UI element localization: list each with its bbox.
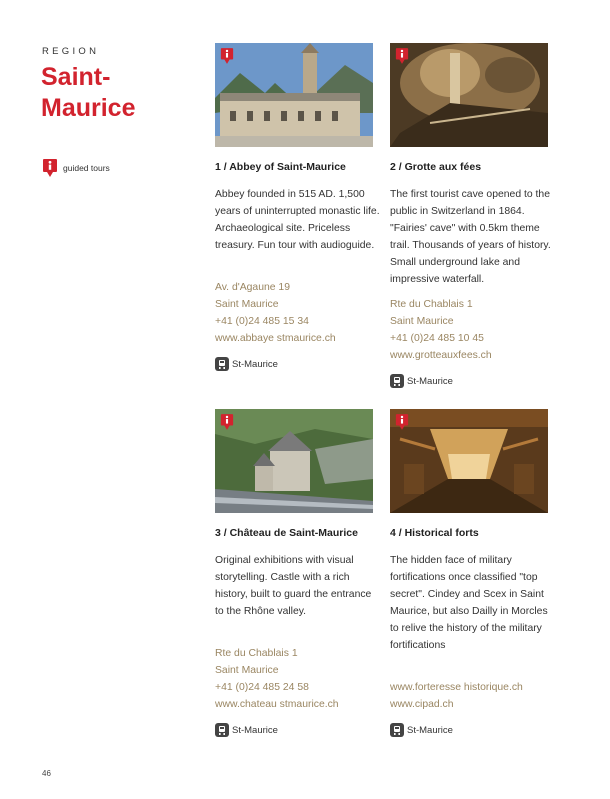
website-link[interactable]: www.grotteauxfees.ch xyxy=(390,350,492,361)
legend-label: guided tours xyxy=(63,163,110,173)
legend-guided-tours xyxy=(42,158,110,178)
card-forts xyxy=(390,409,550,744)
website-link[interactable]: www.cipad.ch xyxy=(390,699,454,710)
card-abbey xyxy=(215,43,380,378)
card-grotte xyxy=(390,43,550,388)
card-title: 3 / Château de Saint-Maurice xyxy=(215,527,358,539)
card-description: Original exhibitions with visual storytelling. Castle with a rich history, built to guard the entrance to the Rhône valley. xyxy=(215,555,372,617)
phone-number: +41 (0)24 485 10 45 xyxy=(390,333,484,344)
card-title: 2 / Grotte aux fées xyxy=(390,161,482,173)
forts-photo xyxy=(390,409,548,513)
page-number: 46 xyxy=(42,769,51,778)
info-pin-icon xyxy=(395,47,409,65)
card-description: Abbey founded in 515 AD. 1,500 years of uninterrupted monastic life. Archaeological site. Priceless treasury. Fun tour with audioguide. xyxy=(215,189,380,251)
region-label: REGION xyxy=(42,46,100,57)
phone-number: +41 (0)24 485 24 58 xyxy=(215,682,309,693)
train-station-icon xyxy=(390,374,404,388)
train-station-icon xyxy=(390,723,404,737)
phone-number: +41 (0)24 485 15 34 xyxy=(215,316,309,327)
card-description: The first tourist cave opened to the public in Switzerland in 1864. "Fairies' cave" with 0.5km theme trail. Thousands of years of history. Small underground lake and impressive waterfall. xyxy=(390,189,551,285)
abbey-photo xyxy=(215,43,373,147)
info-pin-icon xyxy=(220,47,234,65)
website-link[interactable]: www.forteresse historique.ch xyxy=(390,682,523,693)
station-label: St-Maurice xyxy=(407,375,453,387)
info-pin-icon xyxy=(395,413,409,431)
card-address xyxy=(215,279,385,347)
card-address xyxy=(390,679,560,713)
address-line: Rte du Chablais 1 xyxy=(390,299,473,310)
train-station-icon xyxy=(215,357,229,371)
address-line: Rte du Chablais 1 xyxy=(215,648,298,659)
train-station xyxy=(215,723,278,737)
page-title: Saint-Maurice xyxy=(41,63,136,122)
chateau-photo xyxy=(215,409,373,513)
card-title: 4 / Historical forts xyxy=(390,527,479,539)
station-label: St-Maurice xyxy=(407,724,453,736)
station-label: St-Maurice xyxy=(232,724,278,736)
info-pin-icon xyxy=(42,158,58,178)
train-station xyxy=(390,723,453,737)
train-station-icon xyxy=(215,723,229,737)
card-address xyxy=(215,645,385,713)
station-label: St-Maurice xyxy=(232,358,278,370)
grotte-photo xyxy=(390,43,548,147)
card-description: The hidden face of military fortifications once classified "top secret". Cindey and Scex in Saint Maurice, but also Dailly in Morcles to relive the history of the military fortifications xyxy=(390,555,548,651)
address-line: Saint Maurice xyxy=(215,665,279,676)
card-chateau xyxy=(215,409,375,744)
address-line: Saint Maurice xyxy=(215,299,279,310)
address-line: Saint Maurice xyxy=(390,316,454,327)
card-address xyxy=(390,296,560,364)
train-station xyxy=(390,374,453,388)
info-pin-icon xyxy=(220,413,234,431)
website-link[interactable]: www.abbaye stmaurice.ch xyxy=(215,333,336,344)
website-link[interactable]: www.chateau stmaurice.ch xyxy=(215,699,339,710)
address-line: Av. d'Agaune 19 xyxy=(215,282,290,293)
train-station xyxy=(215,357,278,371)
card-title: 1 / Abbey of Saint-Maurice xyxy=(215,161,346,173)
